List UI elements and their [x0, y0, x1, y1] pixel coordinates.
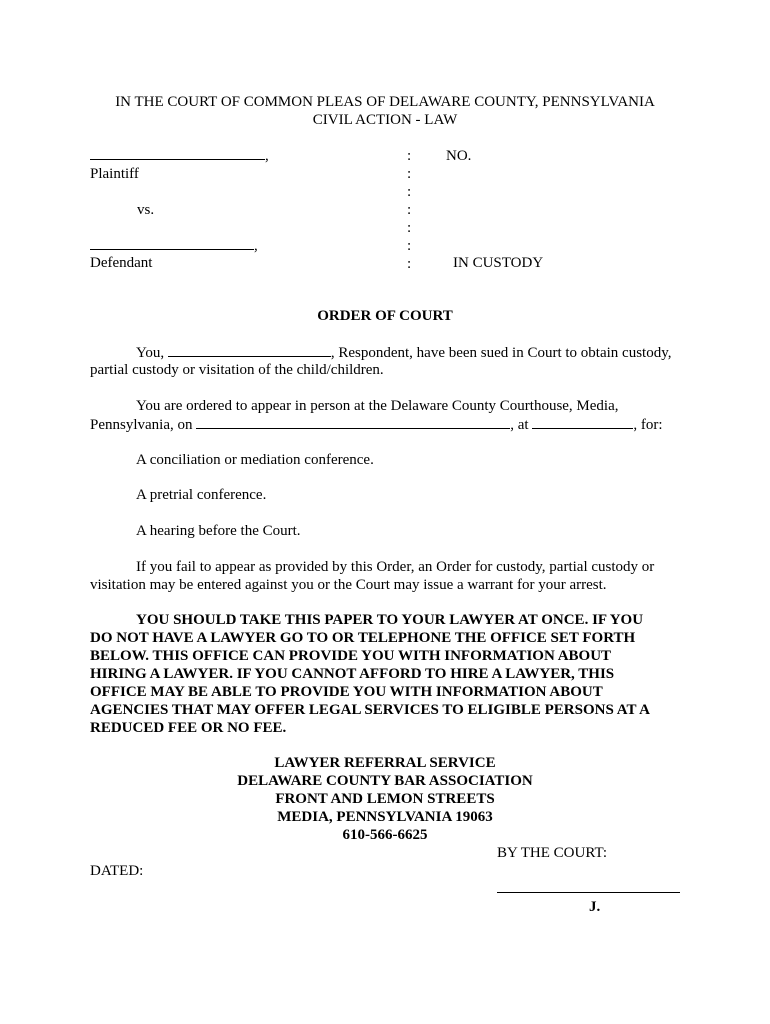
- plaintiff-label: Plaintiff: [90, 166, 139, 182]
- vs-label: vs.: [137, 202, 155, 218]
- caption-colon: :: [407, 220, 412, 236]
- option-pretrial: A pretrial conference.: [136, 487, 267, 503]
- caption-colon: :: [407, 148, 412, 164]
- referral-line3: FRONT AND LEMON STREETS: [275, 791, 495, 807]
- option-conciliation: A conciliation or mediation conference.: [136, 452, 374, 468]
- order-title: ORDER OF COURT: [317, 308, 453, 324]
- judge-signature-line[interactable]: [497, 891, 680, 893]
- paragraph-respondent-line2: partial custody or visitation of the child/children.: [90, 362, 384, 378]
- appearance-time-blank[interactable]: [532, 416, 633, 429]
- defendant-name-field[interactable]: ,: [90, 237, 258, 255]
- respondent-name-blank[interactable]: [168, 344, 331, 357]
- notice-line: HIRING A LAWYER. IF YOU CANNOT AFFORD TO HIRE A LAWYER, THIS: [90, 666, 615, 682]
- referral-line1: LAWYER REFERRAL SERVICE: [274, 755, 496, 771]
- caption-colon: :: [407, 238, 412, 254]
- caption-colon: :: [407, 256, 412, 272]
- court-heading: IN THE COURT OF COMMON PLEAS OF DELAWARE COUNTY, PENNSYLVANIA: [115, 94, 655, 110]
- plaintiff-name-field[interactable]: ,: [90, 147, 269, 165]
- notice-line: AGENCIES THAT MAY OFFER LEGAL SERVICES TO ELIGIBLE PERSONS AT A: [90, 702, 650, 718]
- paragraph-appear-line2: Pennsylvania, on , at , for:: [90, 417, 663, 433]
- paragraph-fail-line1: If you fail to appear as provided by this Order, an Order for custody, partial custody or: [136, 559, 655, 575]
- caption-colon: :: [407, 202, 412, 218]
- paragraph-respondent-line1: You, , Respondent, have been sued in Court to obtain custody,: [136, 345, 672, 361]
- caption-colon: :: [407, 184, 412, 200]
- notice-line: OFFICE MAY BE ABLE TO PROVIDE YOU WITH INFORMATION ABOUT: [90, 684, 603, 700]
- referral-line4: MEDIA, PENNSYLVANIA 19063: [277, 809, 493, 825]
- defendant-blank-line[interactable]: [90, 237, 254, 250]
- referral-line2: DELAWARE COUNTY BAR ASSOCIATION: [237, 773, 533, 789]
- notice-line: YOU SHOULD TAKE THIS PAPER TO YOUR LAWYER AT ONCE. IF YOU: [136, 612, 644, 628]
- in-custody-label: IN CUSTODY: [453, 255, 544, 271]
- dated-label: DATED:: [90, 863, 144, 879]
- judge-suffix: J.: [589, 899, 601, 915]
- option-hearing: A hearing before the Court.: [136, 523, 301, 539]
- by-the-court-label: BY THE COURT:: [497, 845, 608, 861]
- paragraph-fail-line2: visitation may be entered against you or the Court may issue a warrant for your arrest.: [90, 577, 607, 593]
- referral-phone: 610-566-6625: [342, 827, 428, 843]
- caption-colon: :: [407, 166, 412, 182]
- plaintiff-blank-line[interactable]: [90, 147, 265, 160]
- notice-line: REDUCED FEE OR NO FEE.: [90, 720, 287, 736]
- appearance-date-blank[interactable]: [196, 416, 510, 429]
- defendant-label: Defendant: [90, 255, 153, 271]
- case-number-label: NO.: [446, 148, 472, 164]
- paragraph-appear-line1: You are ordered to appear in person at the Delaware County Courthouse, Media,: [136, 398, 619, 414]
- action-heading: CIVIL ACTION - LAW: [312, 112, 458, 128]
- notice-line: BELOW. THIS OFFICE CAN PROVIDE YOU WITH INFORMATION ABOUT: [90, 648, 612, 664]
- notice-line: DO NOT HAVE A LAWYER GO TO OR TELEPHONE THE OFFICE SET FORTH: [90, 630, 636, 646]
